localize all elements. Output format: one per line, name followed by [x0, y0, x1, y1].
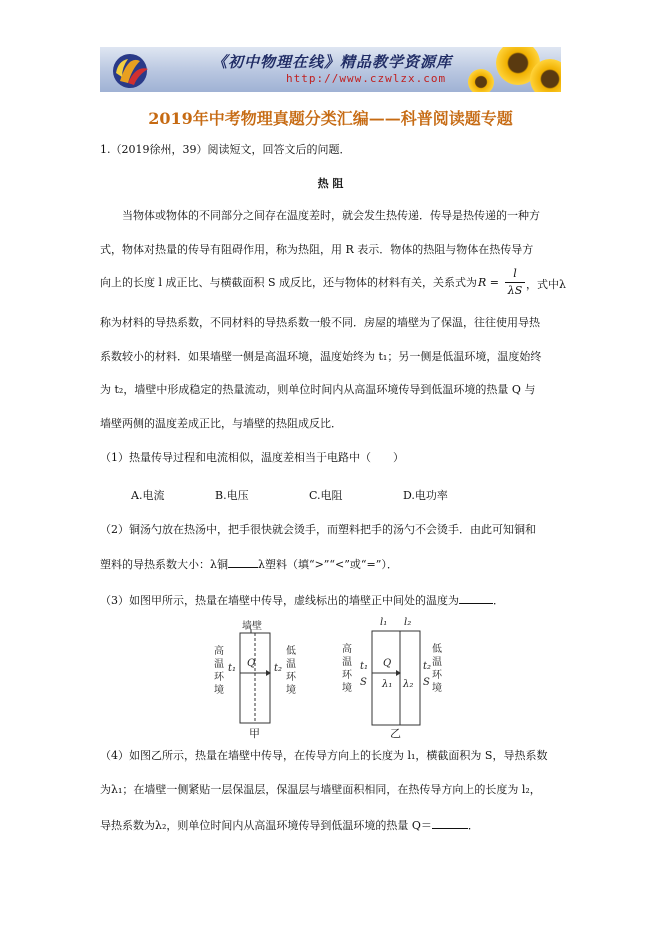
sub-question-text: 如图乙所示，热量在墙壁中传导，在传导方向上的长度为 l₁，横截面积为 S，导热系数	[129, 749, 548, 762]
sub-question-label: （1）	[100, 451, 129, 464]
passage-line: 为 t₂，墙壁中形成稳定的热量流动，则单位时间内从高温环境传导到低温环境的热量 Q 与	[100, 383, 536, 396]
passage-line: 系数较小的材料．如果墙壁一侧是高温环境，温度始终为 t₁；另一侧是低温环境，温度始终	[100, 350, 542, 363]
question-source: （2019徐州，39）	[110, 143, 208, 156]
sub-question-2-line2	[100, 556, 398, 572]
passage-title: 热 阻	[317, 177, 344, 190]
banner-title: 《初中物理在线》精品教学资源库	[212, 53, 453, 71]
figure-caption: 甲	[249, 727, 260, 740]
sub-question-label: （4）	[100, 749, 129, 762]
figure-label: S	[360, 677, 367, 688]
sub-question-4-line2: 为λ₁；在墙壁一侧紧贴一层保温层，保温层与墙壁面积相同，在热传导方向上的长度为 l₂，	[100, 783, 541, 796]
figure-label: t₁	[360, 661, 369, 672]
question-header	[100, 143, 351, 157]
figure-label: 高温环境	[214, 646, 224, 696]
passage-line: 向上的长度 l 成正比、与横截面积 S 成反比，还与物体的材料有关，关系式为	[100, 276, 478, 289]
sub-question-4-line3	[100, 817, 479, 833]
sub-question-text: λ塑料（填“>”“<”或“=”）．	[257, 558, 398, 571]
passage-line: 当物体或物体的不同部分之间存在温度差时，就会发生热传递．传导是热传递的一种方	[122, 209, 540, 222]
formula-denominator: λS	[507, 284, 523, 297]
figure-label: t₂	[423, 661, 432, 672]
sub-question-text: 热量传导过程和电流相似，温度差相当于电路中（ ）	[129, 451, 404, 464]
formula-numerator: l	[513, 267, 517, 280]
sub-question-4	[100, 749, 547, 763]
passage-line: 墙壁两侧的温度差成正比，与墙壁的热阻成反比．	[100, 417, 342, 430]
formula-lhs: R =	[478, 276, 499, 289]
sub-question-text: ．	[467, 819, 479, 832]
sub-question-text: 铜汤勺放在热汤中，把手很快就会烫手，而塑料把手的汤勺不会烫手．由此可知铜和	[129, 523, 536, 536]
sub-question-text: 如图甲所示，热量在墙壁中传导，虚线标出的墙壁正中间处的温度为	[129, 594, 459, 607]
sunflower-icon	[468, 69, 494, 92]
formula-after: ，式中λ	[526, 278, 566, 291]
passage-line: 式，物体对热量的传导有阻碍作用，称为热阻，用 R 表示．物体的热阻与物体在热传导方	[100, 243, 534, 256]
formula-bar	[505, 282, 525, 283]
sub-question-label: （3）	[100, 594, 129, 607]
sub-question-3	[100, 592, 504, 608]
banner-url: http://www.czwlzx.com	[286, 72, 447, 85]
page-title: 2019年中考物理真题分类汇编——科普阅读题专题	[148, 109, 513, 128]
figure-label: Q	[247, 658, 256, 669]
figure-label: t₂	[274, 663, 283, 674]
header-banner	[100, 47, 561, 92]
figure-label: λ₂	[403, 679, 414, 690]
sub-question-2	[100, 523, 536, 537]
figure-label: t₁	[228, 663, 237, 674]
figure-yi	[336, 617, 448, 740]
figure-label: 墙壁	[242, 621, 262, 632]
question-instruction: 阅读短文，回答文后的问题．	[207, 143, 351, 156]
sub-question-text: 塑料的导热系数大小：λ铜	[100, 558, 228, 571]
figure-label: 高温环境	[342, 644, 352, 694]
figure-label: λ₁	[382, 679, 393, 690]
option-c[interactable]: C.电阻	[309, 489, 343, 502]
figure-label: S	[423, 677, 430, 688]
option-d[interactable]: D.电功率	[403, 489, 448, 502]
question-number: 1.	[100, 143, 111, 156]
figure-label: 低温环境	[432, 644, 442, 694]
figure-label: l₁	[380, 617, 388, 628]
answer-blank[interactable]	[459, 592, 493, 604]
figure-label: Q	[383, 658, 392, 669]
option-a[interactable]: A.电流	[131, 489, 165, 502]
answer-blank[interactable]	[228, 556, 258, 568]
figure-jia	[200, 617, 310, 740]
sub-question-text: ．	[493, 594, 504, 607]
figure-label: l₂	[404, 617, 412, 628]
answer-blank[interactable]	[432, 817, 468, 829]
sub-question-label: （2）	[100, 523, 129, 536]
figure-label: 低温环境	[286, 646, 296, 696]
site-logo-icon	[106, 51, 166, 91]
figure-caption: 乙	[390, 727, 401, 740]
option-b[interactable]: B.电压	[215, 489, 249, 502]
sub-question-1	[100, 451, 404, 465]
sub-question-text: 导热系数为λ₂，则单位时间内从高温环境传导到低温环境的热量 Q＝	[100, 819, 432, 832]
passage-line: 称为材料的导热系数，不同材料的导热系数一般不同．房屋的墙壁为了保温，往往使用导热	[100, 316, 540, 329]
